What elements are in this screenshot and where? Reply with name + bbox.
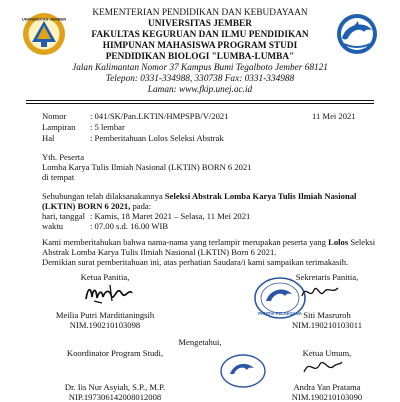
ketum-signature: [300, 356, 344, 383]
nomor-label: Nomor: [42, 111, 67, 121]
body-p2-line1: [42, 237, 375, 247]
mengetahui-label: Mengetahui,: [178, 337, 222, 347]
ministry-name: KEMENTERIAN PENDIDIKAN DAN KEBUDAYAAN: [92, 8, 308, 18]
dolphin-logo: [334, 12, 380, 56]
ketua-name: Meilia Putri Marditianingsih: [55, 310, 155, 320]
body-p1-event: Seleksi Abstrak Lomba Karya Tulis Ilmiah Nasional: [164, 191, 357, 201]
body-p1-intro: Sehubungan telah dilaksanakannya: [42, 191, 165, 201]
recipient-line1: Yth. Peserta: [42, 152, 85, 162]
address-line: Jalan Kalimantan Nomor 37 Kampus Bumi Tegalboto Jember 68121: [72, 63, 328, 73]
web-line: Laman: www.fkip.unej.ac.id: [147, 85, 253, 95]
sekretaris-title: Sekretaris Panitia,: [295, 272, 359, 282]
hal-value: : Pemberitahuan Lolos Seleksi Abstrak: [90, 133, 224, 143]
letter-date: 11 Mei 2021: [312, 111, 356, 121]
ketum-name: Andra Yan Pratama: [293, 382, 361, 392]
body-p1-event2: (LKTIN) BORN 6 2021,: [42, 201, 131, 211]
ketum-title: Ketua Umum,: [302, 348, 352, 358]
phone-line: Telepon: 0331-334988, 330738 Fax: 0331-334988: [105, 74, 295, 84]
faculty-name: FAKULTAS KEGURUAN DAN ILMU PENDIDIKAN: [91, 30, 309, 40]
body-p3: Demikian surat pemberitahuan ini, atas perhatian Saudara/i kami sampaikan terimakasih.: [42, 257, 349, 267]
koordinator-nip: NIP.197306142008012008: [68, 392, 162, 402]
association-name: HIMPUNAN MAHASISWA PROGRAM STUDI: [102, 41, 298, 51]
university-name: UNIVERSITAS JEMBER: [148, 19, 252, 29]
ketua-signature: [82, 281, 136, 312]
koordinator-title: Koordinator Program Studi,: [66, 348, 164, 358]
header-rule: [26, 100, 374, 101]
body-p1-line1: [42, 191, 356, 201]
lower-stamp: [218, 352, 268, 395]
waktu-value: : 07.00 s.d. 16.00 WIB: [90, 221, 169, 231]
hal-label: Hal: [42, 133, 55, 143]
lampiran-label: Lampiran: [42, 122, 76, 132]
body-p1-line2: [42, 201, 151, 211]
body-p2-intro: Kami memberitahukan bahwa nama-nama yang terlampir merupakan peserta yang: [42, 237, 329, 247]
recipient-line3: di tempat: [42, 172, 75, 182]
lampiran-value: : 5 lembar: [90, 122, 125, 132]
body-p2-seleksi: Seleksi: [348, 237, 376, 247]
program-name: PENDIDIKAN BIOLOGI "LUMBA-LUMBA": [105, 52, 295, 62]
sekretaris-nim: NIM.190210103011: [291, 320, 363, 330]
body-p2-lolos: Lolos: [328, 237, 349, 247]
ketua-nim: NIM.190210103098: [69, 320, 141, 330]
ketua-title: Ketua Panitia,: [80, 272, 130, 282]
nomor-value: : 041/SK/Pan.LKTIN/HMPSPB/V/2021: [90, 111, 229, 121]
waktu-label: waktu: [42, 221, 64, 231]
koordinator-name: Dr. Iis Nur Asyiah, S.P., M.P.: [64, 382, 166, 392]
stamp-text: PANITIA PELAKSANA: [258, 311, 302, 316]
recipient-line2: Lomba Karya Tulis Ilmiah Nasional (LKTIN) BORN 6 2021: [42, 162, 252, 172]
logo-text: UNIVERSITAS JEMBER: [22, 16, 66, 22]
sekretaris-signature: [298, 280, 344, 309]
university-logo: [22, 12, 66, 56]
ketum-nim: NIM.190210103090: [291, 392, 363, 402]
body-p1-pada: pada:: [130, 201, 152, 211]
hari-value: : Kamis, 18 Maret 2021 – Selasa, 11 Mei 2021: [90, 211, 251, 221]
sekretaris-name: Siti Masruroh: [303, 310, 351, 320]
header-rule-thin: [26, 103, 374, 104]
body-p2-line2: Abstrak Lomba Karya Tulis Ilmiah Nasional (LKTIN) Born 6 2021.: [42, 247, 277, 257]
hari-label: hari, tanggal: [42, 211, 85, 221]
